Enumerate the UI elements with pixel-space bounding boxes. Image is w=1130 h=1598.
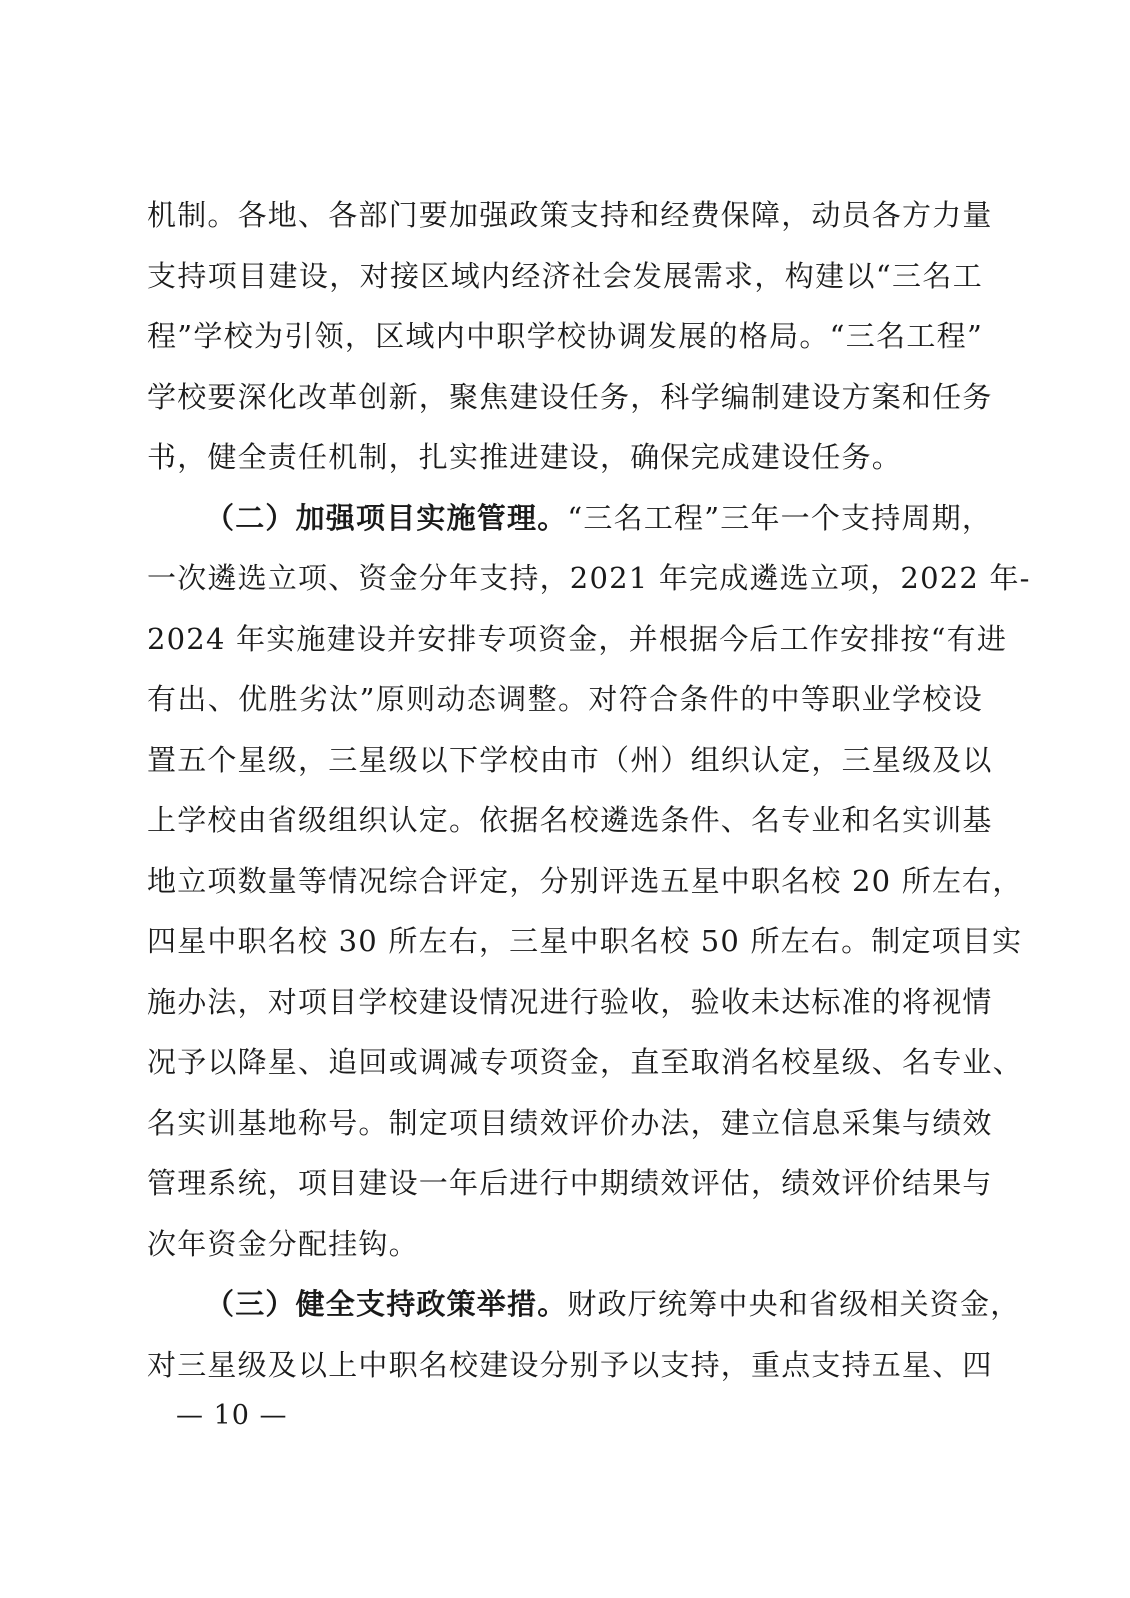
- text-line: 支持项目建设，对接区域内经济社会发展需求，构建以“三名工: [147, 258, 983, 293]
- text-line: 有出、优胜劣汰”原则动态调整。对符合条件的中等职业学校设: [147, 682, 983, 716]
- text-line: 一次遴选立项、资金分年支持，2021 年完成遴选立项，2022 年-: [147, 561, 1031, 595]
- section-heading: （二）加强项目实施管理。: [205, 500, 568, 535]
- body-text: [147, 185, 1031, 1395]
- text-line: 次年资金分配挂钩。: [147, 1226, 419, 1261]
- text-line: 上学校由省级组织认定。依据名校遴选条件、名专业和名实训基: [147, 803, 993, 837]
- text-line: 程”学校为引领，区域内中职学校协调发展的格局。“三名工程”: [147, 319, 983, 353]
- text-line: 机制。各地、各部门要加强政策支持和经费保障，动员各方力量: [147, 198, 993, 232]
- text-line: 四星中职名校 30 所左右，三星中职名校 50 所左右。制定项目实: [147, 924, 1023, 958]
- text-line: 地立项数量等情况综合评定，分别评选五星中职名校 20 所左右，: [147, 863, 1023, 898]
- text-line: 管理系统，项目建设一年后进行中期绩效评估，绩效评价结果与: [147, 1166, 993, 1200]
- text-line: 对三星级及以上中职名校建设分别予以支持，重点支持五星、四: [147, 1347, 993, 1382]
- text-line: 置五个星级，三星级以下学校由市（州）组织认定，三星级及以: [147, 742, 993, 777]
- section-heading: （三）健全支持政策举措。: [205, 1287, 568, 1321]
- section-heading-line: （二）加强项目实施管理。“三名工程”三年一个支持周期，: [205, 500, 993, 535]
- text-line: 施办法，对项目学校建设情况进行验收，验收未达标准的将视情: [147, 984, 993, 1019]
- text-line: 学校要深化改革创新，聚焦建设任务，科学编制建设方案和任务: [147, 379, 993, 414]
- page-number: — 10 —: [176, 1400, 288, 1431]
- text-line: 书，健全责任机制，扎实推进建设，确保完成建设任务。: [147, 440, 903, 474]
- section-heading-line: （三）健全支持政策举措。财政厅统筹中央和省级相关资金，: [205, 1287, 1021, 1321]
- text-line: 名实训基地称号。制定项目绩效评价办法，建立信息采集与绩效: [147, 1105, 993, 1140]
- text-line: 2024 年实施建设并安排专项资金，并根据今后工作安排按“有进: [147, 621, 1008, 656]
- text-line: 况予以降星、追回或调减专项资金，直至取消名校星级、名专业、: [147, 1045, 1023, 1079]
